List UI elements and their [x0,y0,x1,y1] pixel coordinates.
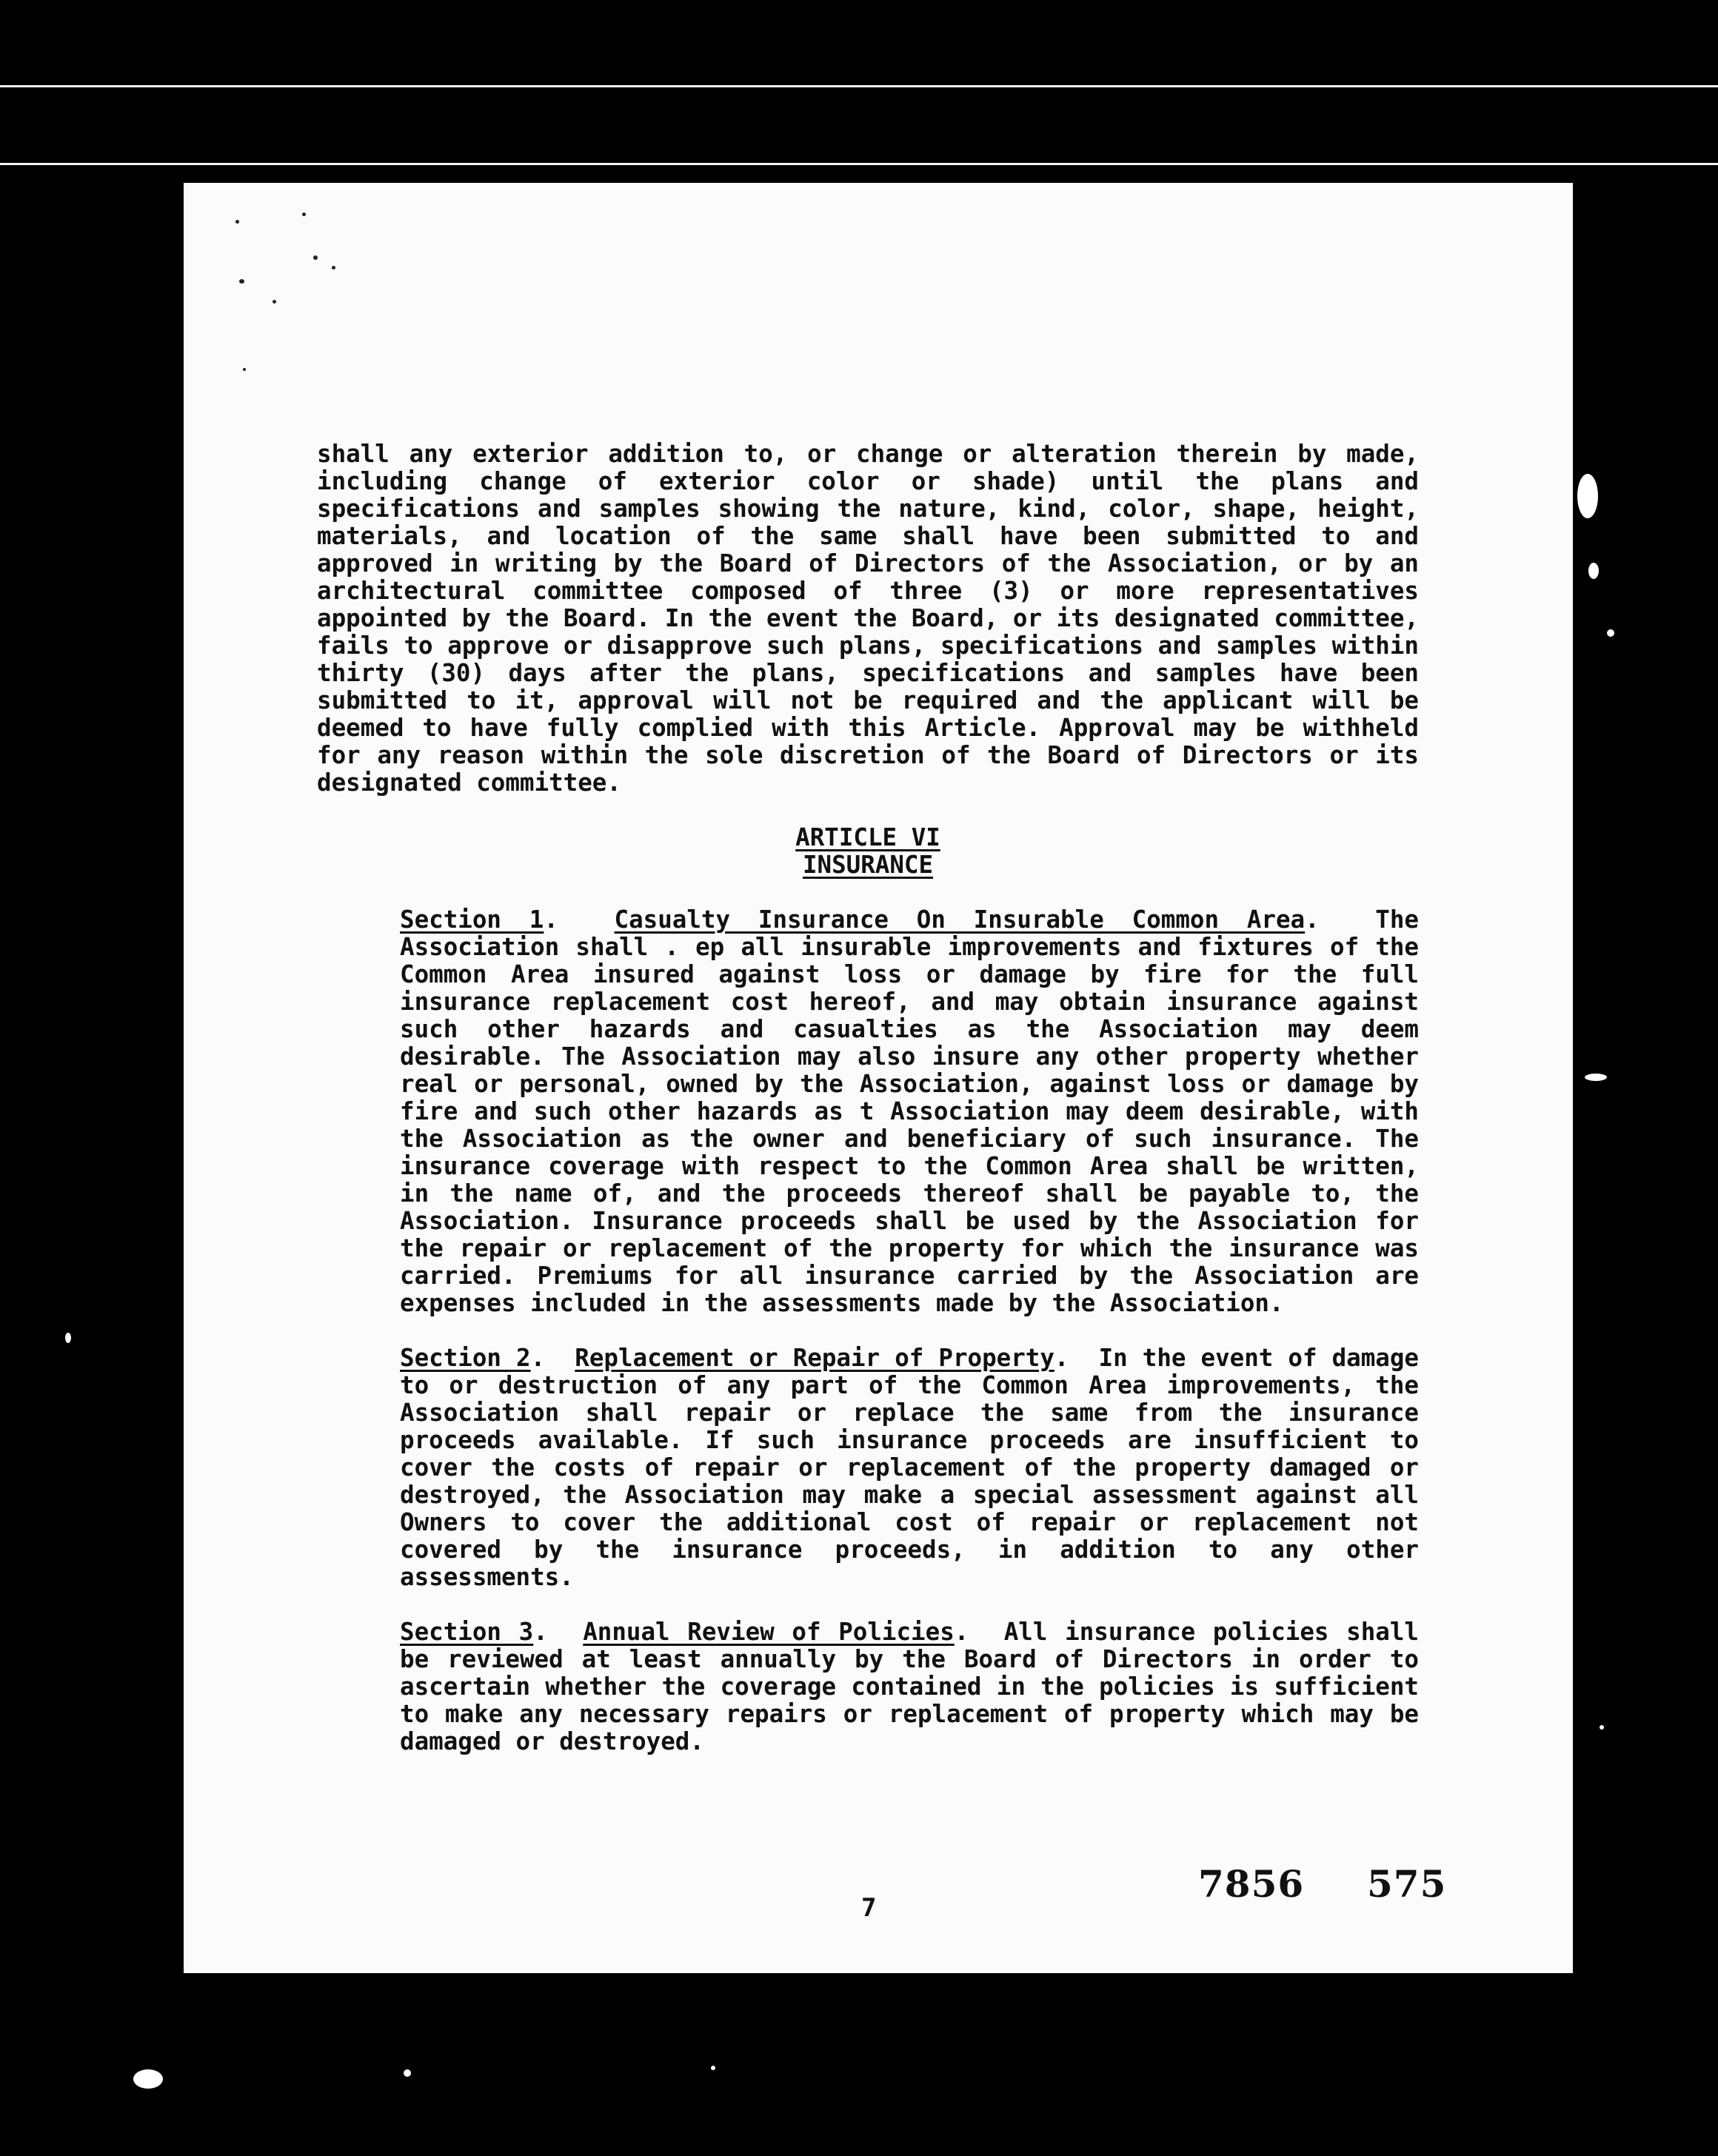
page-speck [302,212,306,216]
page-speck [332,266,335,270]
article-number: ARTICLE VI [795,823,940,851]
scan-speck [711,2066,715,2070]
page-speck [313,255,318,260]
section-1-text: The Association shall . ep all insurable improvements and fixtures of the Common Area insured against loss or damage by fire for the full insurance replacement cost hereof, and may obtain insurance against such other hazards and casualties as the Association may deem desirable. The Association may also insure any other property whether real or personal, owned by the Association, against loss or damage by fire and such other hazards as t Association may deem desirable, with the Association as the owner and beneficiary of such insurance. The insurance coverage with respect to the Common Area shall be written, in the name of, and the proceeds thereof shall be payable to, the Association. Insurance proceeds shall be used by the Association for the repair or replacement of the property for which the insurance was carried. Premiums for all insurance carried by the Association are expenses included in the assessments made by the Association. [400,905,1419,1317]
scan-speck [1607,629,1614,637]
section-3-title: Annual Review of Policies [583,1618,955,1646]
scan-speck [1585,1074,1607,1081]
scan-speck [133,2069,163,2089]
section-2-title: Replacement or Repair of Property [575,1344,1054,1372]
scan-edge-line [0,85,1718,87]
page-speck [239,279,244,284]
section-1-label: Section 1 [400,905,544,934]
scan-speck [65,1333,71,1343]
section-2-paragraph: Section 2. Replacement or Repair of Property. In the event of damage to or destruction of any part of the Common Area improvements, the Association shall repair or replace the same from the insurance proceeds available. If such insurance proceeds are insufficient to cover the costs of repair or replacement of the property damaged or destroyed, the Association may make a special assessment against all Owners to cover the additional cost of repair or replacement not covered by the insurance proceeds, in addition to any other assessments. [400,1344,1420,1591]
page-speck [235,220,239,224]
scan-speck [1600,1725,1604,1730]
scan-speck [1588,563,1599,579]
section-3-label: Section 3 [400,1618,534,1646]
page-speck [273,300,276,304]
scan-speck [1577,474,1598,518]
section-1-title: Casualty Insurance On Insurable Common Area [614,905,1306,934]
scan-speck [404,2069,411,2077]
scan-edge-line [0,163,1718,165]
section-3-text: All insurance policies shall be reviewed at least annually by the Board of Directors in order to ascertain whether the coverage contained in the policies is sufficient to make any necessary repairs or replacement of property which may be damaged or destroyed. [400,1618,1419,1755]
page-number: 7 [861,1893,877,1923]
recording-page-number: 575 [1367,1862,1447,1906]
document-body [317,441,1419,1755]
section-1-paragraph: Section 1. Casualty Insurance On Insurable Common Area. The Association shall . ep all insurable improvements and fixtures of the Common Area insured against loss or damage by fire for the full insurance replacement cost hereof, and may obtain insurance against such other hazards and casualties as the Association may deem desirable. The Association may also insure any other property whether real or personal, owned by the Association, against loss or damage by fire and such other hazards as t Association may deem desirable, with the Association as the owner and beneficiary of such insurance. The insurance coverage with respect to the Common Area shall be written, in the name of, and the proceeds thereof shall be payable to, the Association. Insurance proceeds shall be used by the Association for the repair or replacement of the property for which the insurance was carried. Premiums for all insurance carried by the Association are expenses included in the assessments made by the Association. [400,905,1419,1317]
opening-paragraph: shall any exterior addition to, or change or alteration therein by made, including change of exterior color or shade) until the plans and specifications and samples showing the nature, kind, color, shape, height, materials, and location of the same shall have been submitted to and approved in writing by the Board of Directors of the Association, or by an architectural committee composed of three (3) or more representatives appointed by the Board. In the event the Board, or its designated committee, fails to approve or disapprove such plans, specifications and samples within thirty (30) days after the plans, specifications and samples have been submitted to it, approval will not be required and the applicant will be deemed to have fully complied with this Article. Approval may be withheld for any reason within the sole discretion of the Board of Directors or its designated committee. [317,440,1419,797]
document-page [184,183,1573,1973]
article-title: INSURANCE [802,851,934,879]
page-speck [243,368,246,371]
section-2-text: In the event of damage to or destruction of any part of the Common Area improvements, the Association shall repair or replace the same from the insurance proceeds available. If such insurance proceeds are insufficient to cover the costs of repair or replacement of the property damaged or destroyed, the Association may make a special assessment against all Owners to cover the additional cost of repair or replacement not covered by the insurance proceeds, in addition to any other assessments. [400,1344,1420,1591]
recording-book-number: 7856 [1198,1862,1305,1906]
section-3-paragraph: Section 3. Annual Review of Policies. All insurance policies shall be reviewed at least annually by the Board of Directors in order to ascertain whether the coverage contained in the policies is sufficient to make any necessary repairs or replacement of property which may be damaged or destroyed. [400,1618,1419,1755]
section-2-label: Section 2 [400,1344,531,1372]
